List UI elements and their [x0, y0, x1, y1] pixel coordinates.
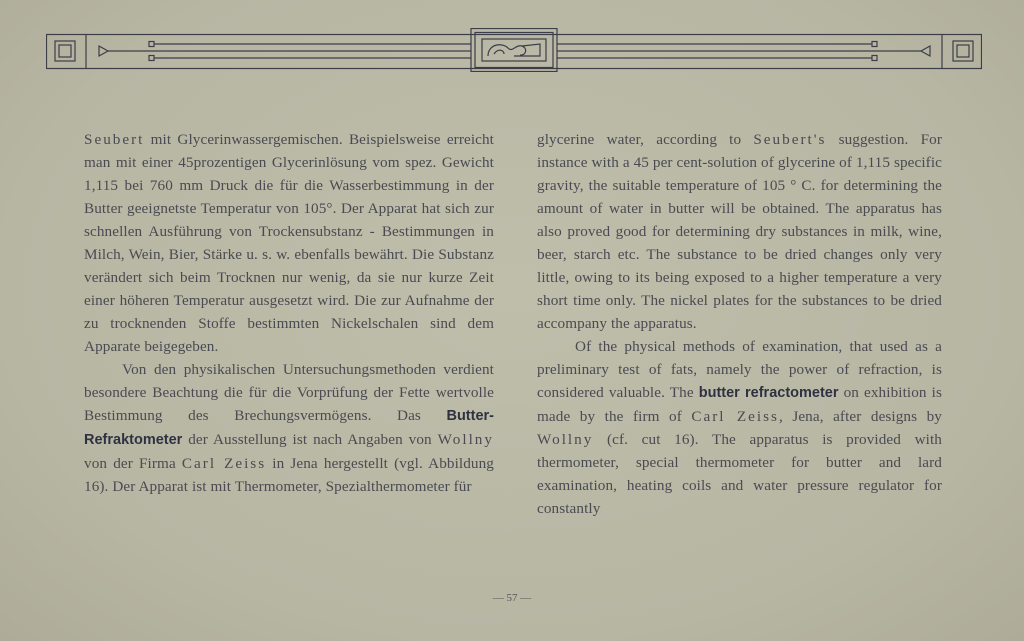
page-number: — 57 —: [492, 592, 532, 604]
author-name-seubert: Seubert's: [753, 131, 827, 148]
firm-name-carl-zeiss: Carl Zeiss: [691, 408, 779, 425]
butter-refraktometer-term: Butter-Refraktometer: [84, 408, 494, 448]
firm-name-carl-zeiss: Carl Zeiss: [181, 455, 267, 472]
german-text-column: [84, 128, 494, 498]
german-paragraph-1: Seubert mit Glycerinwassergemischen. Beispielsweise erreicht man mit einer 45prozentigen Glycerinlösung vom spez. Gewicht 1,115 bei 760 mm Druck die für die Wasserbestimmung in der Butter geeignetste Temperatur von 105°. Der Apparat hat sich zur schnellen Ausführung von Trockensubstanz - Bestimmungen in Milch, Wein, Bier, Stärke u. s. w. ebenfalls bewährt. Die Substanz verändert sich beim Trocknen nur wenig, da sie nur kurze Zeit einer höheren Temperatur ausgesetzt wird. Die zur Aufnahme der zu trocknenden Stoffe bestimmten Nickelschalen sind dem Apparate beigegeben.: [84, 131, 494, 355]
german-paragraph-2: Von den physikalischen Untersuchungsmethoden verdient besondere Beachtung die für die Vorprüfung der Fette wertvolle Bestimmung des Brechungsvermögens. Das Butter-Refraktometer der Ausstellung ist nach Angaben von Wollny von der Firma Carl Zeiss in Jena hergestellt (vgl. Abbildung 16). Der Apparat ist mit Thermometer, Spezialthermometer für: [84, 361, 494, 495]
author-name-seubert: Seubert: [84, 131, 145, 148]
butter-refractometer-term: butter refractometer: [698, 385, 839, 401]
english-text-column: [537, 128, 942, 520]
english-paragraph-2: Of the physical methods of examination, that used as a preliminary test of fats, namely the power of refraction, is considered valuable. The butter refractometer on exhibition is made by the firm of Carl Zeiss, Jena, after designs by Wollny (cf. cut 16). The apparatus is provided with thermometer, special thermometer for butter and lard examination, heating coils and water pressure regulator for constantly: [537, 338, 943, 517]
header-ornament: [46, 28, 982, 72]
english-paragraph-1: glycerine water, according to Seubert's suggestion. For instance with a 45 per cent-solution of glycerine of 1,115 specific gravity, the suitable temperature of 105 ° C. for determining the amount of water in butter will be obtained. The apparatus has also proved good for determining dry substances in milk, wine, beer, starch etc. The substance to be dried changes only very little, owing to its being exposed to a higher temperature a very short time only. The nickel plates for the substances to be dried accompany the apparatus.: [537, 131, 942, 332]
author-name-wollny: Wollny: [537, 431, 594, 448]
author-name-wollny: Wollny: [437, 431, 494, 448]
